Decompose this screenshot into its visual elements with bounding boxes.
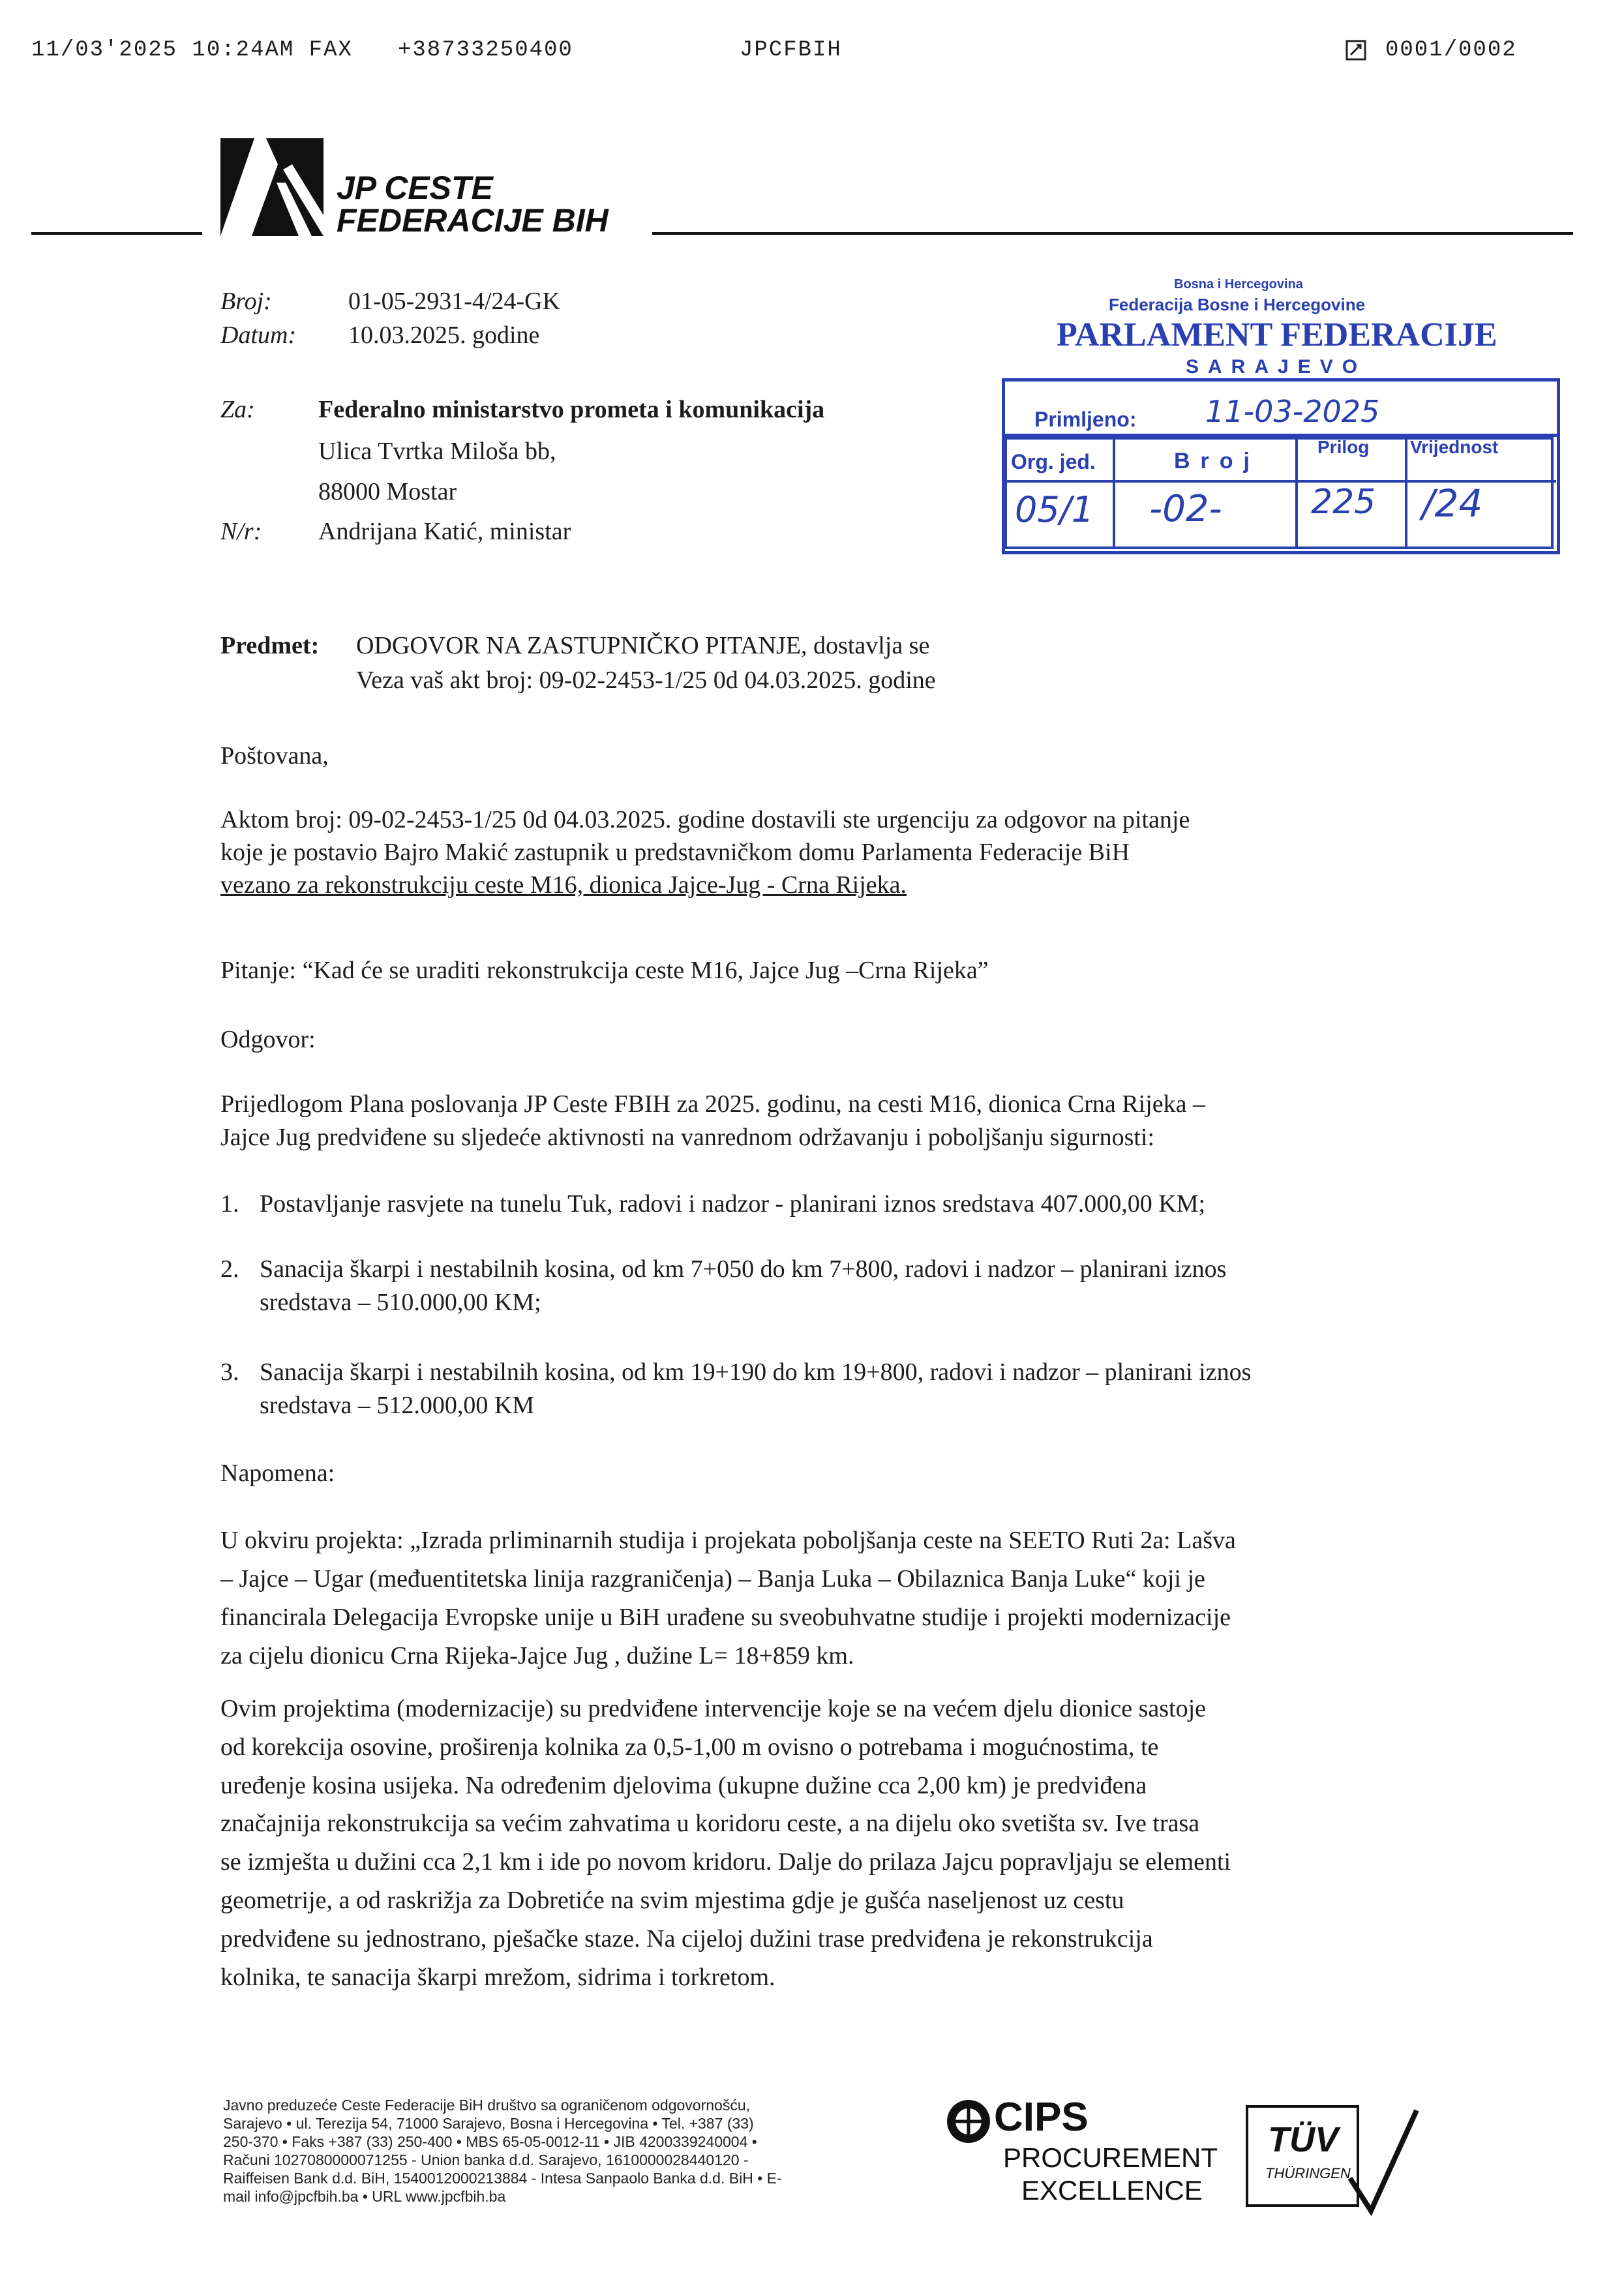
para1-line4: za cijelu dionicu Crna Rijeka-Jajce Jug , dužine L= 18+859 km. <box>220 1642 854 1670</box>
para2-line2: od korekcija osovine, proširenja kolnika za 0,5-1,00 m ovisno o potrebama i mogućnostima, te <box>220 1733 1159 1761</box>
answer-label: Odgovor: <box>220 1026 316 1053</box>
stamp-broj-value: -02- <box>1149 488 1222 530</box>
greeting: Poštovana, <box>220 742 329 770</box>
para1-line3: financirala Delegacija Evropske unije u BiH urađene su sveobuhvatne studije i projekti modernizacije <box>220 1604 1231 1631</box>
logo-rule-right <box>652 232 1573 235</box>
fax-page: 0001/0002 <box>1385 38 1517 63</box>
intro-line3: vezano za rekonstrukciju ceste M16, dionica Jajce-Jug - Crna Rijeka. <box>220 871 907 899</box>
recipient-street: Ulica Tvrtka Miloša bb, <box>318 438 556 465</box>
item2-line2: sredstava – 510.000,00 KM; <box>260 1289 541 1316</box>
note-label: Napomena: <box>220 1460 335 1487</box>
stamp-vrijednost-value: /24 <box>1422 481 1483 526</box>
para1-line2: – Jajce – Ugar (međuentitetska linija razgraničenja) – Banja Luka – Obilaznica Banja Luke“ koji je <box>220 1565 1205 1593</box>
stamp-prilog-value: 225 <box>1311 483 1376 522</box>
stamp-org-label: Org. jed. <box>1011 450 1096 473</box>
cips-line3: EXCELLENCE <box>1021 2175 1203 2206</box>
subject-line2: Veza vaš akt broj: 09-02-2453-1/25 0d 04.03.2025. godine <box>356 666 936 694</box>
para1-line1: U okviru projekta: „Izrada prliminarnih studija i projekata poboljšanja ceste na SEETO Ruti 2a: Lašva <box>220 1527 1236 1554</box>
recipient-name: Federalno ministarstvo prometa i komunikacija <box>318 396 825 423</box>
recipient-attention: Andrijana Katić, ministar <box>318 518 571 545</box>
para2-line8: kolnika, te sanacija škarpi mrežom, sidrima i torkretom. <box>220 1964 775 1991</box>
para2-line6: geometrije, a od raskrižja za Dobretiće na svim mjestima gdje je gušća naseljenost uz cestu <box>220 1887 1124 1914</box>
za-label: Za: <box>220 396 255 423</box>
para2-line4: značajnija rekonstrukcija sa većim zahvatima u koridoru ceste, a na dijelu oko svetišta sv. Ive trasa <box>220 1810 1200 1837</box>
stamp-line4: SARAJEVO <box>1186 356 1367 378</box>
stamp-line1: Bosna i Hercegovina <box>1174 277 1303 292</box>
subject-label: Predmet: <box>220 632 320 659</box>
item1-text: Postavljanje rasvjete na tunelu Tuk, radovi i nadzor - planirani iznos sredstava 407.000,00 KM; <box>260 1190 1206 1218</box>
footer-line3: 250-370 • Faks +387 (33) 250-400 • MBS 65-05-0012-11 • JIB 4200339240004 • <box>223 2133 757 2150</box>
stamp-line3: PARLAMENT FEDERACIJE <box>1057 316 1497 353</box>
item3-line2: sredstava – 512.000,00 KM <box>260 1392 535 1419</box>
intro-line1: Aktom broj: 09-02-2453-1/25 0d 04.03.2025. godine dostavili ste urgenciju za odgovor na pitanje <box>220 806 1190 833</box>
stamp-primljeno-date: 11-03-2025 <box>1205 394 1380 429</box>
recipient-city: 88000 Mostar <box>318 478 457 505</box>
logo-line1: JP CESTE <box>337 170 493 206</box>
fax-phone: +38733250400 <box>398 38 573 63</box>
cips-logo-icon <box>944 2097 993 2149</box>
datum-label: Datum: <box>220 322 297 349</box>
logo-rule-left <box>31 232 202 235</box>
footer-line4: Računi 1027080000071255 - Union banka d.d. Sarajevo, 1610000028440120 - <box>223 2151 749 2168</box>
fax-sender: JPCFBIH <box>740 38 842 63</box>
stamp-line2: Federacija Bosne i Hercegovine <box>1109 295 1366 314</box>
cips-line2: PROCUREMENT <box>1003 2142 1218 2173</box>
stamp-prilog-label: Prilog <box>1317 437 1370 457</box>
intro-line2: koje je postavio Bajro Makić zastupnik u predstavničkom domu Parlamenta Federacije BiH <box>220 839 1130 866</box>
stamp-org-value: 05/1 <box>1015 489 1094 530</box>
broj-value: 01-05-2931-4/24-GK <box>348 288 561 315</box>
fax-datetime: 11/03'2025 10:24AM FAX <box>31 38 353 63</box>
item3-number: 3. <box>220 1358 239 1386</box>
footer-line5: Raiffeisen Bank d.d. BiH, 1540012000213884 - Intesa Sanpaolo Banka d.d. BiH • E- <box>223 2170 782 2187</box>
nr-label: N/r: <box>220 518 262 545</box>
tuv-subtitle: THÜRINGEN <box>1265 2165 1351 2181</box>
company-logo <box>220 138 323 239</box>
footer-company-info <box>223 2096 927 2206</box>
item2-number: 2. <box>220 1255 239 1283</box>
datum-value: 10.03.2025. godine <box>348 322 540 349</box>
item2-line1: Sanacija škarpi i nestabilnih kosina, od km 7+050 do km 7+800, radovi i nadzor – planirani iznos <box>260 1255 1227 1283</box>
stamp-primljeno-label: Primljeno: <box>1034 408 1137 431</box>
fax-page-icon <box>1345 39 1367 65</box>
para2-line5: se izmješta u dužini cca 2,1 km i ide po novom kridoru. Dalje do prilaza Jajcu popravljaju se elementi <box>220 1848 1231 1876</box>
para2-line1: Ovim projektima (modernizacije) su predviđene intervencije koje se na većem djelu dionice sastoje <box>220 1695 1207 1722</box>
logo-line2: FEDERACIJE BIH <box>337 202 609 239</box>
checkmark-icon <box>1344 2106 1422 2221</box>
item3-line1: Sanacija škarpi i nestabilnih kosina, od km 19+190 do km 19+800, radovi i nadzor – planirani iznos <box>260 1358 1252 1386</box>
stamp-vrijednost-label: Vrijednost <box>1410 437 1499 457</box>
item1-number: 1. <box>220 1190 239 1218</box>
footer-line6: mail info@jpcfbih.ba • URL www.jpcfbih.ba <box>223 2188 506 2205</box>
cips-title: CIPS <box>994 2095 1089 2140</box>
footer-line2: Sarajevo • ul. Terezija 54, 71000 Sarajevo, Bosna i Hercegovina • Tel. +387 (33) <box>223 2115 754 2132</box>
broj-label: Broj: <box>220 288 272 315</box>
plan-line1: Prijedlogom Plana poslovanja JP Ceste FBIH za 2025. godinu, na cesti M16, dionica Crna Rijeka – <box>220 1090 1205 1118</box>
subject-line1: ODGOVOR NA ZASTUPNIČKO PITANJE, dostavlja se <box>356 632 930 659</box>
para2-line7: predviđene su jednostrano, pješačke staze. Na cijeloj dužini trase predviđena je rekonstrukcija <box>220 1925 1153 1953</box>
para2-line3: uređenje kosina usijeka. Na određenim djelovima (ukupne dužine cca 2,00 km) je predviđena <box>220 1772 1147 1799</box>
tuv-title: TÜV <box>1268 2120 1338 2159</box>
footer-line1: Javno preduzeće Ceste Federacije BiH društvo sa ograničenom odgovornošću, <box>223 2097 750 2114</box>
stamp-broj-label: Broj <box>1174 449 1260 473</box>
question: Pitanje: “Kad će se uraditi rekonstrukcija ceste M16, Jajce Jug –Crna Rijeka” <box>220 957 989 984</box>
plan-line2: Jajce Jug predviđene su sljedeće aktivnosti na vanrednom održavanju i poboljšanju sigurnosti: <box>220 1124 1155 1151</box>
